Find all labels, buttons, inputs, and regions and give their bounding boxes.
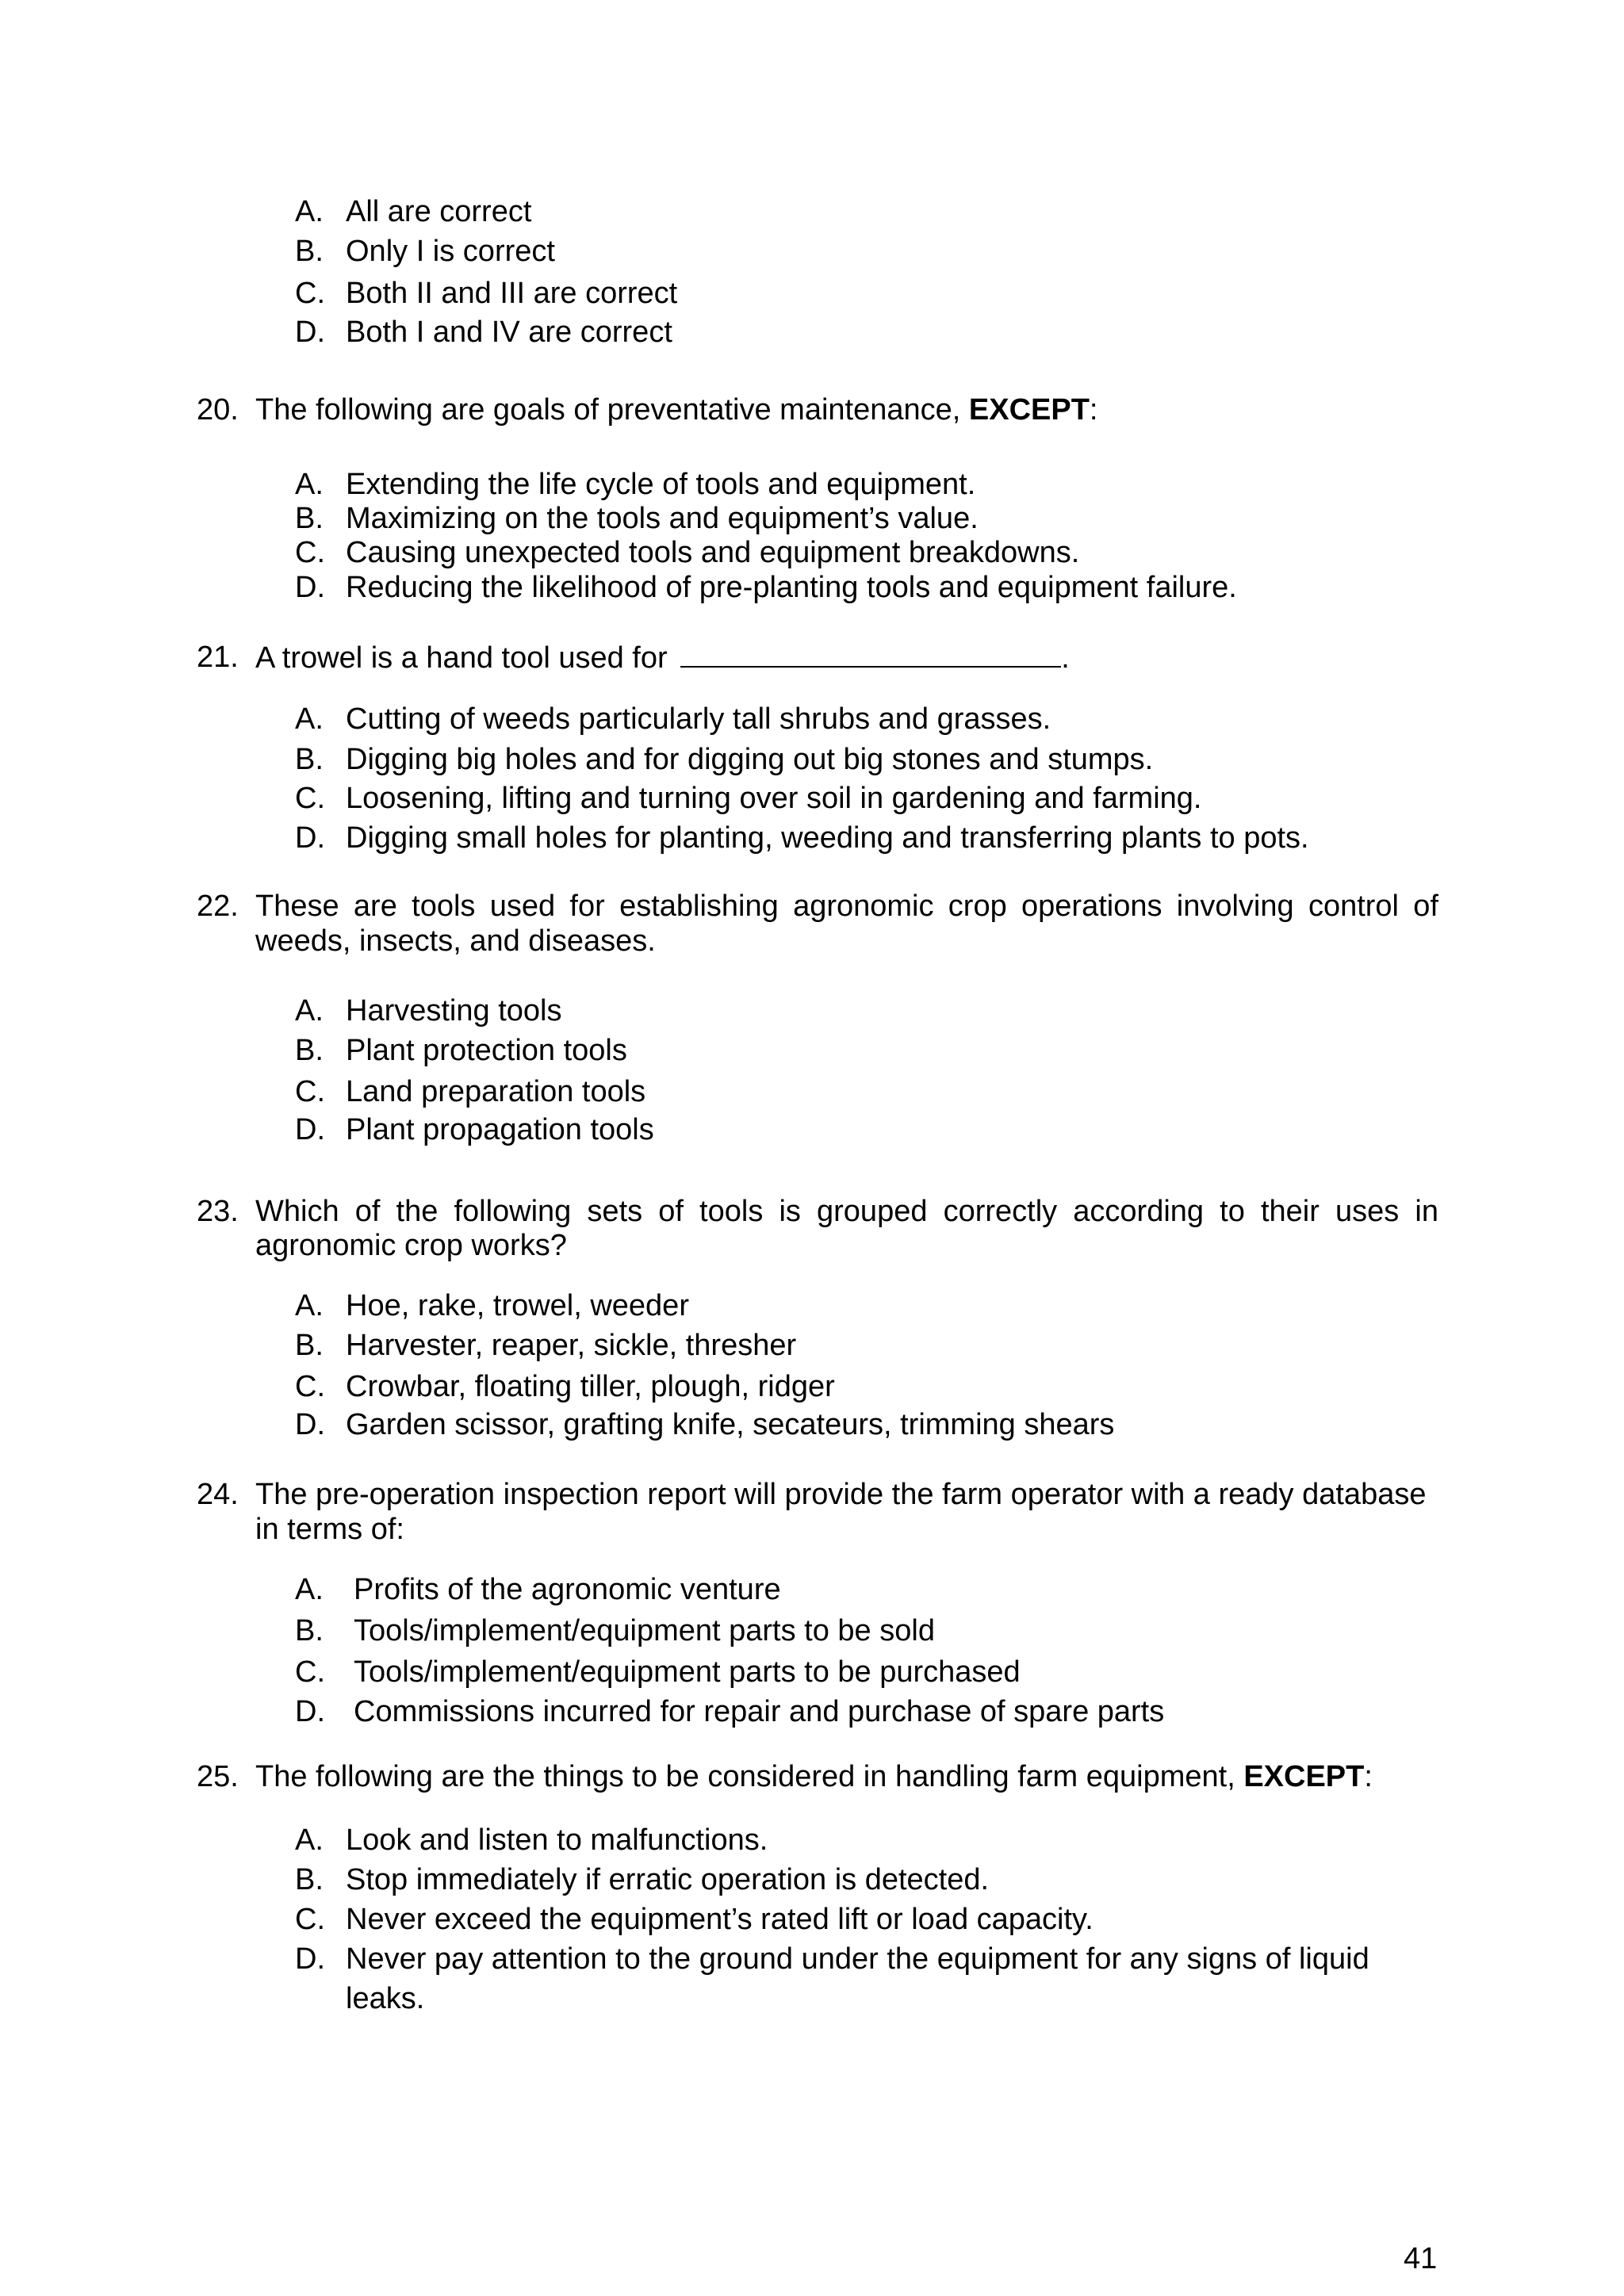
question-text: A trowel is a hand tool used for . — [255, 639, 1438, 676]
question-text: The pre-operation inspection report will provide the farm operator with a ready database — [255, 1478, 1427, 1511]
question-text: The following are the things to be considered in handling farm equipment, EXCEPT: — [255, 1760, 1373, 1793]
question-number: 20. — [197, 393, 239, 427]
answer-blank — [680, 639, 1061, 668]
question-number: 21. — [197, 641, 239, 674]
question-number: 23. — [197, 1195, 239, 1228]
question-text: Which of the following sets of tools is grouped correctly according to their uses in — [255, 1195, 1438, 1228]
question-number: 24. — [197, 1478, 239, 1511]
question-text: These are tools used for establishing agronomic crop operations involving control of — [255, 890, 1438, 923]
document-page: A. All are correct B. Only I is correct C. Both II and III are correct D. Both I and IV are correct 20. The following are goals of preventative maintenance, EXCEPT: A. Extending the life cycle of tools and equipment. B. Maximizing on the tools and equipment’s value. C. Causing unexpected tools and equipment breakdowns. D. Reducing the likelihood of pre-planting tools and equipment failure. 21. A trowel is a hand tool used for . A. Cutting of weeds particularly tall shrubs and grasses. B. Digging big holes and for digging out big stones and stumps. C. Loosening, lifting and turning over soil in gardening and farming. D. Digging small holes for planting, weeding and transferring plants to pots. 22. These are tools used for establishing agronomic crop operations involving control of weeds, insects, and diseases. A. Harvesting tools B. Plant protection tools C. Land preparation tools D. Plant propagation tools 23. Which of the following sets of tools is grouped correctly according to their uses in agronomic crop works? A. Hoe, rake, trowel, weeder B. Harvester, reaper, sickle, thresher C. Crowbar, floating tiller, plough, ridger D. Garden scissor, grafting knife, secateurs, trimming shears 24. The pre-operation inspection report will provide the farm operator with a ready database in terms of: A. Profits of the agronomic venture B. Tools/implement/equipment parts to be sold C. Tools/implement/equipment parts to be purchased D. Commissions incurred for repair and purchase of spare parts 25. The following are the things to be considered in handling farm equipment, EXCEPT: A. Look and listen to malfunctions. B. Stop immediately if erratic operation is detected. C. Never exceed the equipment’s rated lift or load capacity. D. Never pay attention to the ground under the equipment for any signs of liquid leaks. 41 — [197, 195, 1438, 2275]
question-text: The following are goals of preventative maintenance, EXCEPT: — [255, 393, 1098, 427]
question-number: 22. — [197, 890, 239, 923]
question-number: 25. — [197, 1760, 239, 1793]
page-number: 41 — [1404, 2242, 1438, 2275]
